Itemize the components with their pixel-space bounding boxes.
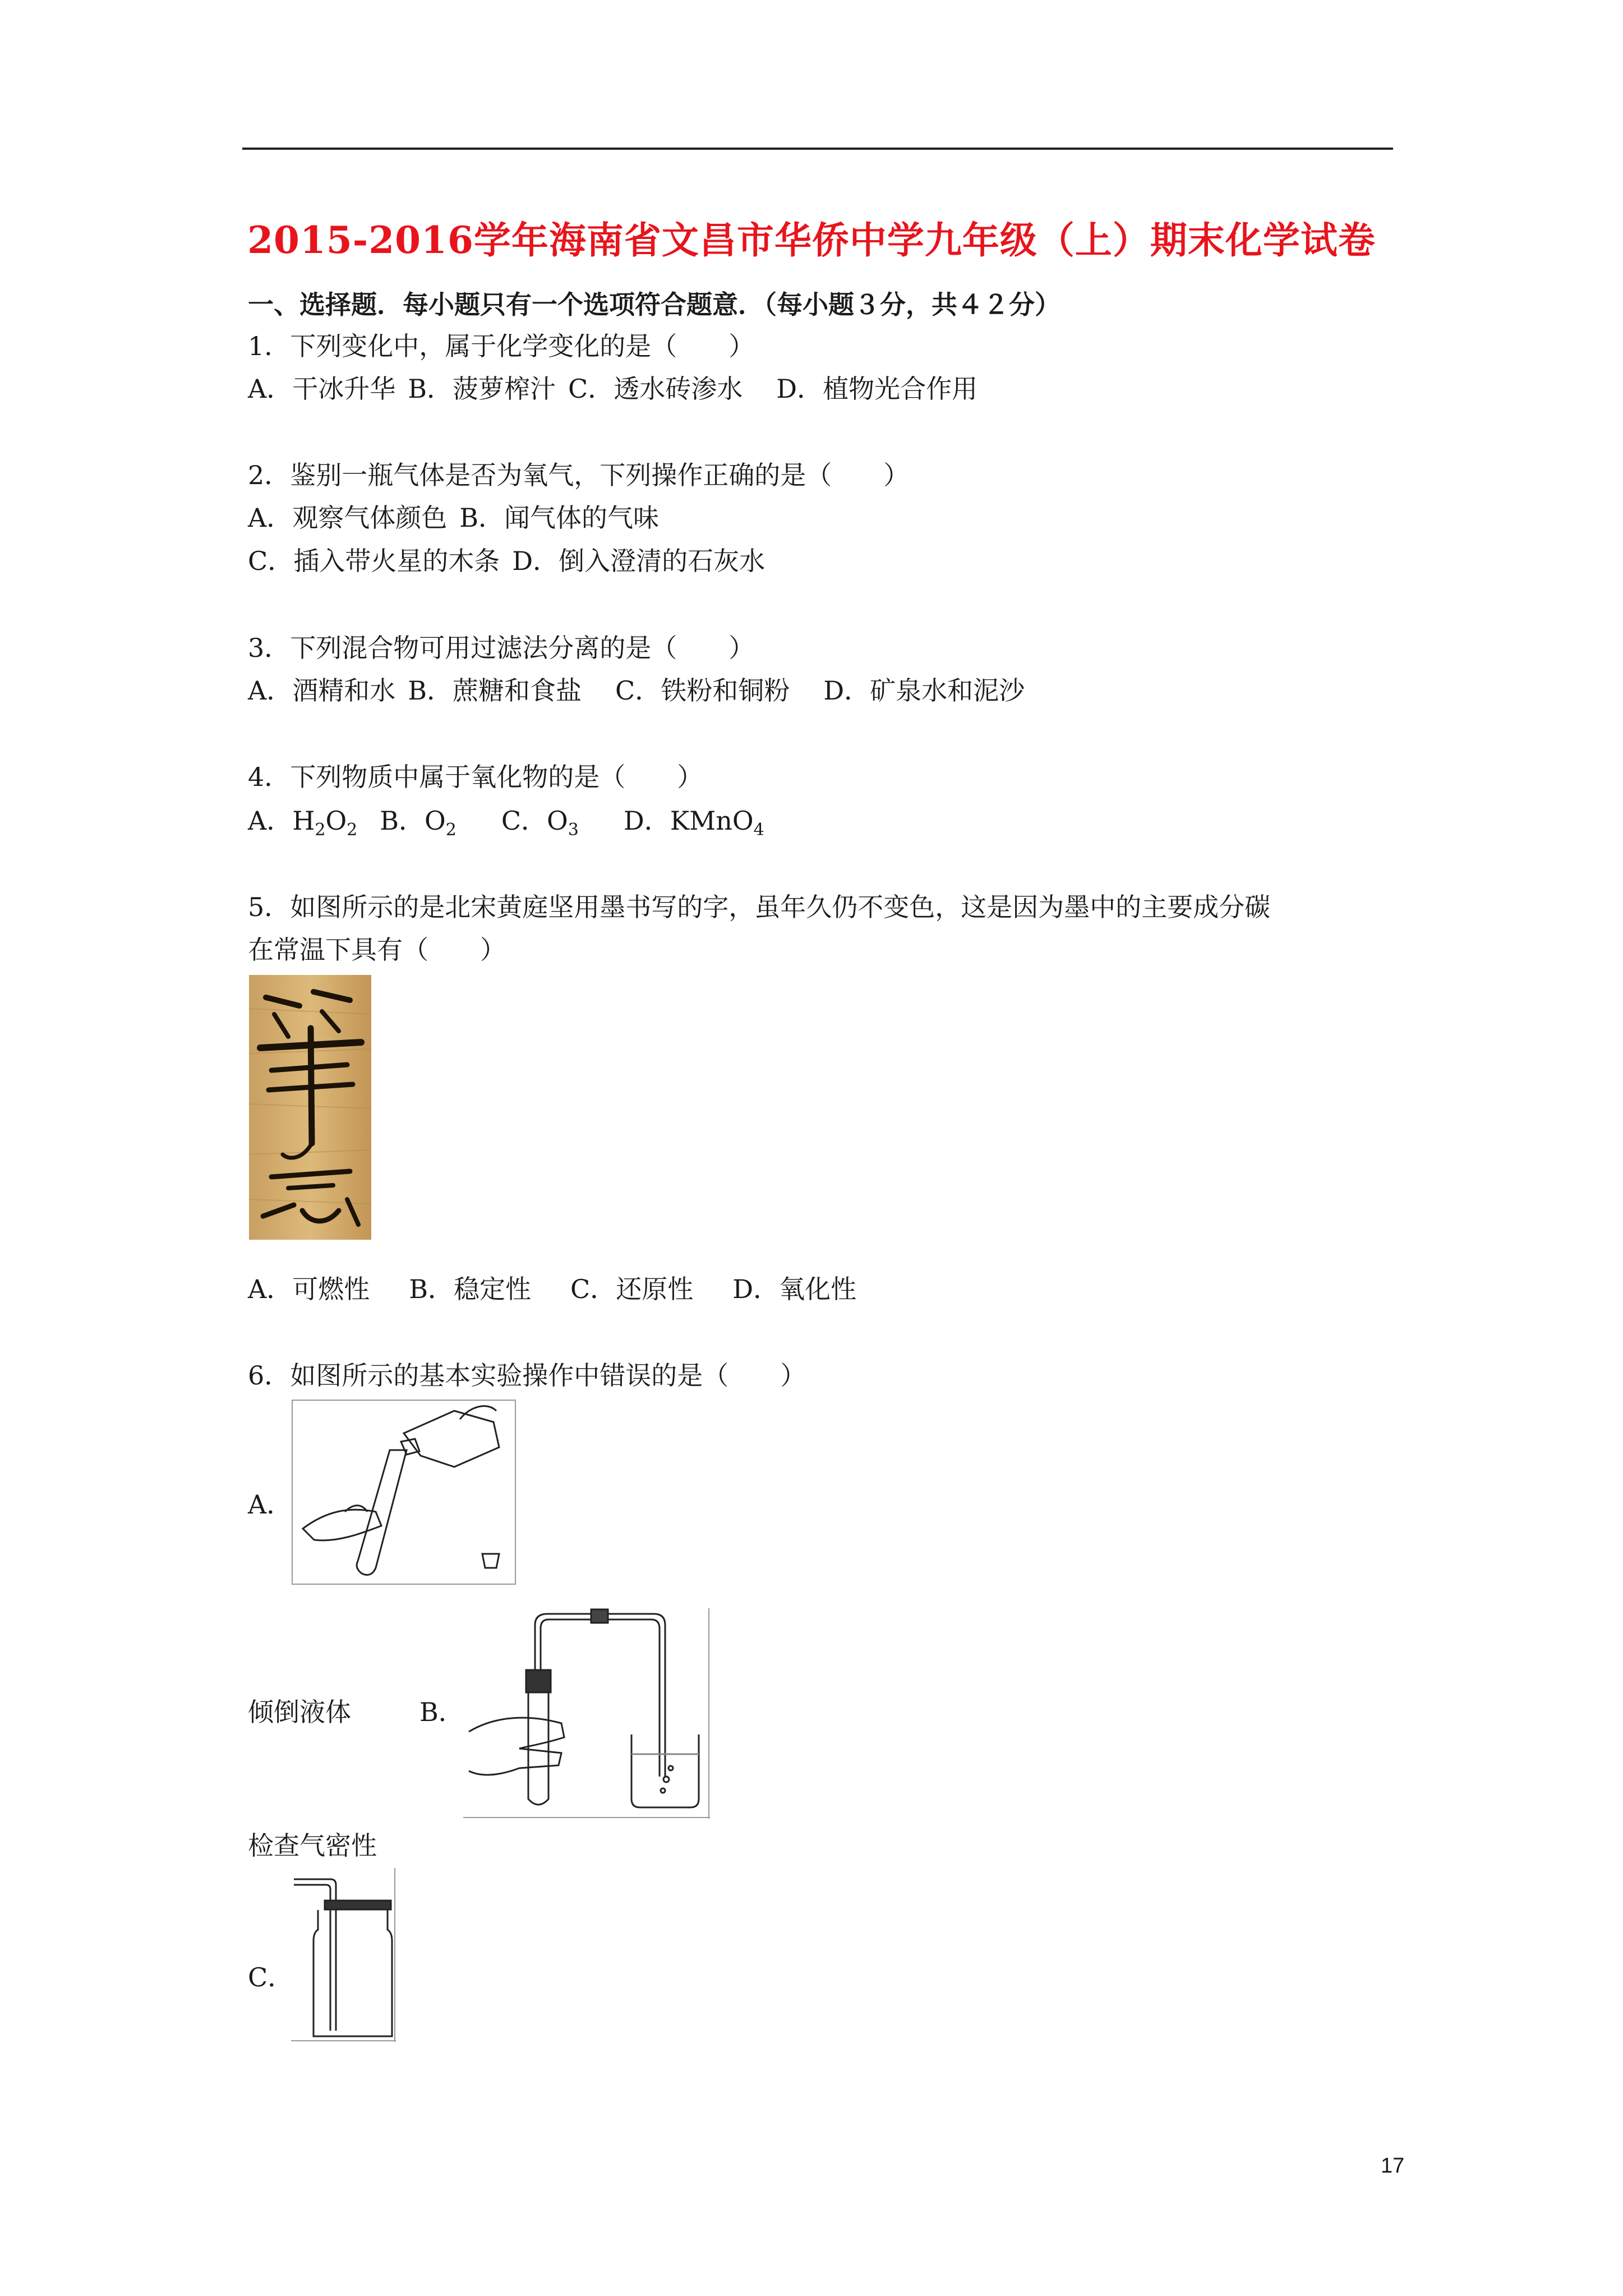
q4-option-a: A．$H_2O_2$ bbox=[248, 806, 358, 840]
q3-option-d: D．矿泉水和泥沙 bbox=[823, 675, 1025, 706]
question-6-stem: 6．如图所示的基本实验操作中错误的是（ ） bbox=[248, 1360, 806, 1391]
q6-option-c-letter: C． bbox=[248, 1962, 294, 1993]
q3-option-c: C．铁粉和铜粉 bbox=[615, 675, 790, 706]
question-3-stem: 3．下列混合物可用过滤法分离的是（ ） bbox=[248, 633, 755, 663]
q4-option-b: B．$O_2$ bbox=[380, 806, 457, 840]
airtightness-check-figure bbox=[463, 1608, 710, 1819]
q5-option-a: A．可燃性 bbox=[248, 1274, 370, 1304]
q1-option-d: D．植物光合作用 bbox=[776, 374, 978, 404]
question-1-options bbox=[248, 372, 990, 406]
question-2-stem: 2．鉴别一瓶气体是否为氧气，下列操作正确的是（ ） bbox=[248, 460, 910, 490]
q6-option-a-caption: 倾倒液体 bbox=[248, 1697, 351, 1727]
q6-option-a-letter: A． bbox=[248, 1489, 293, 1520]
question-3-options bbox=[248, 674, 1037, 707]
question-5-stem-line1: 5．如图所示的是北宋黄庭坚用墨书写的字，虽年久仍不变色，这是因为墨中的主要成分碳 bbox=[248, 892, 1271, 922]
q1-option-c: C．透水砖渗水 bbox=[568, 374, 743, 404]
q2-option-c: C．插入带火星的木条 bbox=[248, 546, 500, 576]
calligraphy-image bbox=[249, 975, 371, 1240]
page-number: 17 bbox=[1381, 2154, 1405, 2178]
q4-option-c: C．$O_3$ bbox=[501, 806, 579, 840]
q3-option-a: A．酒精和水 bbox=[248, 675, 396, 706]
question-2-options-row2 bbox=[248, 544, 777, 578]
page-title: 2015-2016学年海南省文昌市华侨中学九年级（上）期末化学试卷 bbox=[247, 218, 1376, 262]
q5-option-b: B．稳定性 bbox=[409, 1274, 532, 1304]
question-2-options-row1 bbox=[248, 501, 671, 535]
header-rule bbox=[242, 148, 1393, 150]
q3-option-b: B．蔗糖和食盐 bbox=[408, 675, 582, 706]
q6-option-b-letter: B． bbox=[419, 1697, 464, 1727]
q4-option-d: D．KMnO$_4$ bbox=[623, 806, 764, 840]
q1-option-b: B．菠萝榨汁 bbox=[408, 374, 556, 404]
question-4-stem: 4．下列物质中属于氧化物的是（ ） bbox=[248, 762, 703, 792]
q1-option-a: A．干冰升华 bbox=[248, 374, 396, 404]
q2-option-a: A．观察气体颜色 bbox=[248, 503, 448, 533]
q5-option-c: C．还原性 bbox=[570, 1274, 694, 1304]
section-heading: 一、选择题．每小题只有一个选项符合题意．（每小题３分，共４２分） bbox=[248, 289, 1061, 320]
pouring-liquid-figure bbox=[292, 1400, 516, 1585]
question-1-stem: 1．下列变化中，属于化学变化的是（ ） bbox=[248, 331, 755, 361]
q5-option-d: D．氧化性 bbox=[732, 1274, 857, 1304]
question-5-options bbox=[248, 1272, 869, 1306]
question-4-options bbox=[248, 804, 777, 838]
q2-option-d: D．倒入澄清的石灰水 bbox=[512, 546, 766, 576]
q6-option-b-caption: 检查气密性 bbox=[248, 1830, 377, 1861]
gas-bottle-figure bbox=[291, 1868, 396, 2042]
question-5-stem-line2: 在常温下具有（ ） bbox=[248, 935, 506, 965]
q2-option-b: B．闻气体的气味 bbox=[459, 503, 660, 533]
